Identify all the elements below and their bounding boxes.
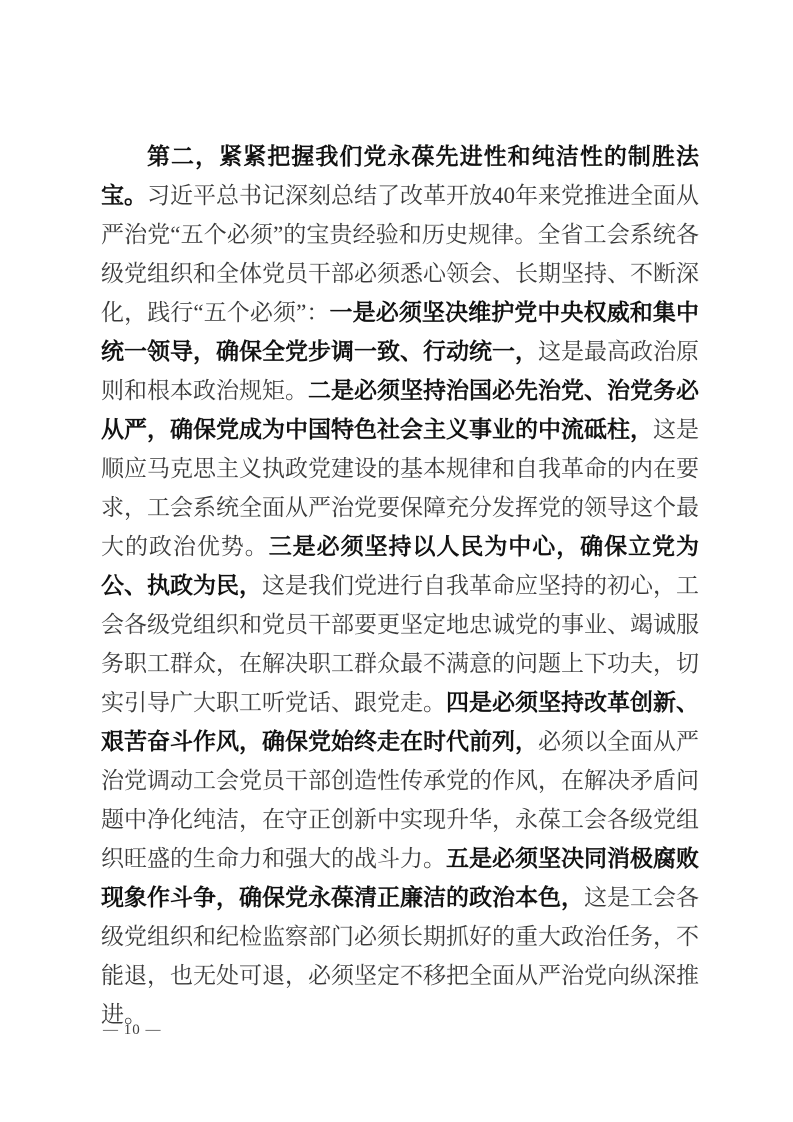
text-segment: 这是最高政治原则和根本政治规矩。	[101, 339, 699, 403]
text-segment-point-1: 一是必须坚决维护党中央权威和集中统一领导，确保全党步调一致、行动统一，	[101, 300, 700, 364]
text-segment: 这是我们党进行自我革命应坚持的初心，工会各级党组织和党员干部要更坚定地忠诚党的事业、竭诚服务职工群众，在解决职工群众最不满意的问题上下功夫，切实引导广大职工听党话、跟党走。	[101, 573, 699, 715]
text-segment: 习近平总书记深刻总结了改革开放40年来党推进全面从严治党“五个必须”的宝贵经验和历史规律。全省工会系统各级党组织和全体党员干部必须悉心领会、长期坚持、不断深化，践行“五个必须”：	[101, 183, 699, 325]
text-segment-heading: 第二，紧紧把握我们党永葆先进性和纯洁性的制胜法宝。	[101, 144, 699, 208]
text-segment: 这是工会各级党组织和纪检监察部门必须长期抓好的重大政治任务，不能退，也无处可退，必须坚定不移把全面从严治党向纵深推进。	[101, 885, 699, 1027]
text-segment: 必须以全面从严治党调动工会党员干部创造性传承党的作风，在解决矛盾问题中净化纯洁，在守正创新中实现升华，永葆工会各级党组织旺盛的生命力和强大的战斗力。	[101, 729, 699, 871]
paragraph	[101, 137, 699, 1034]
text-segment-point-5: 五是必须坚决同消极腐败现象作斗争，确保党永葆清正廉洁的政治本色，	[101, 846, 699, 910]
text-segment-point-2: 二是必须坚持治国必先治党、治党务必从严，确保党成为中国特色社会主义事业的中流砥柱，	[101, 378, 699, 442]
text-segment-point-4: 四是必须坚持改革创新、艰苦奋斗作风，确保党始终走在时代前列，	[101, 690, 699, 754]
page-number: — 10 —	[103, 1022, 162, 1038]
text-segment-point-3: 三是必须坚持以人民为中心，确保立党为公、执政为民，	[101, 534, 700, 598]
text-segment: 这是顺应马克思主义执政党建设的基本规律和自我革命的内在要求，工会系统全面从严治党要保障充分发挥党的领导这个最大的政治优势。	[101, 417, 699, 559]
